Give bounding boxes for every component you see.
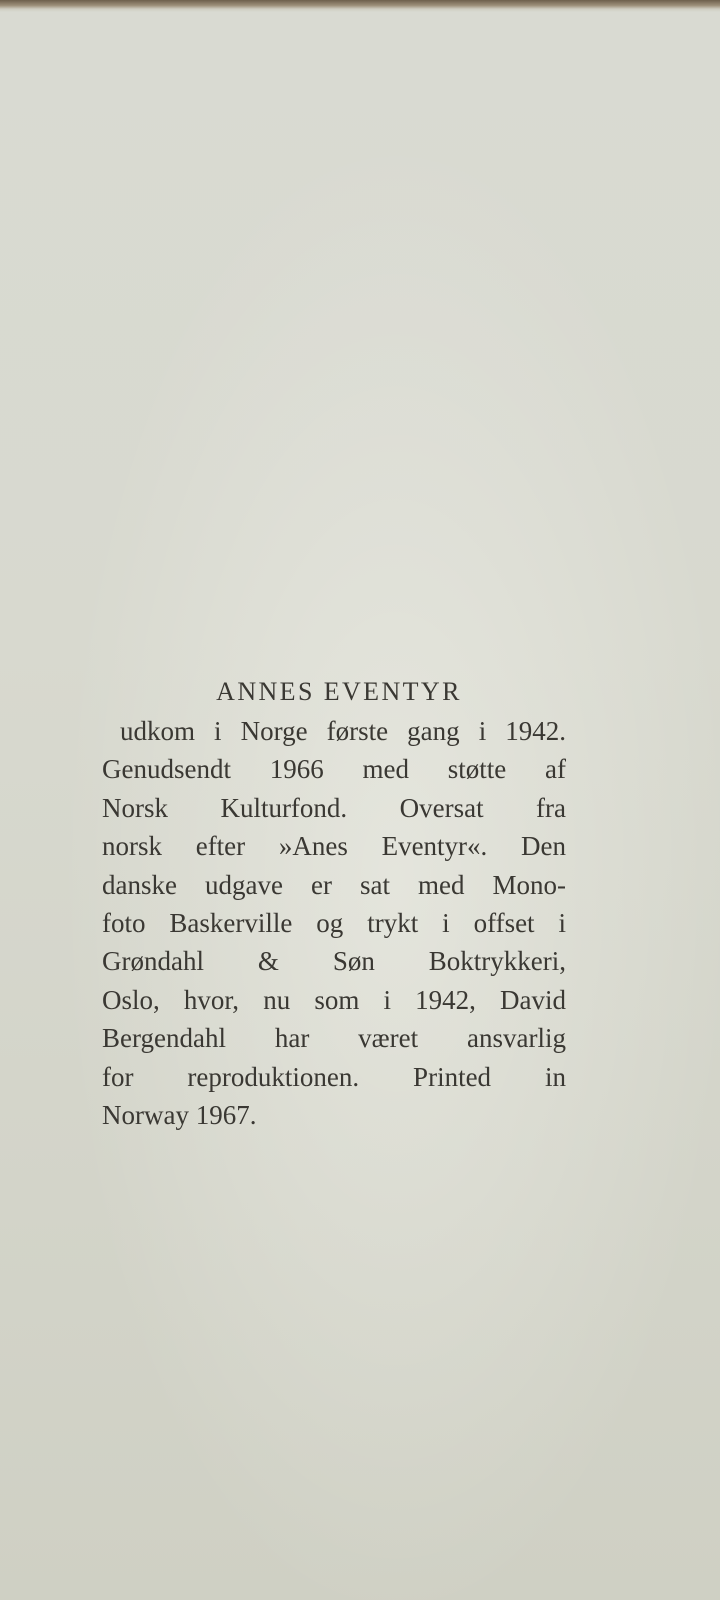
colophon-line: norsk efter »Anes Eventyr«. Den: [102, 831, 566, 862]
colophon-line: Norsk Kulturfond. Oversat fra: [102, 792, 566, 823]
colophon-line: udkom i Norge første gang i 1942.: [120, 716, 566, 746]
colophon-line: danske udgave er sat med Mono-: [102, 869, 566, 900]
page-top-edge: [0, 0, 720, 12]
colophon-line: foto Baskerville og trykt i offset i: [102, 908, 566, 939]
colophon-line: Norway 1967.: [102, 1100, 257, 1131]
colophon-line: Grøndahl & Søn Boktrykkeri,: [102, 946, 566, 977]
colophon-line: Bergendahl har været ansvarlig: [102, 1023, 566, 1054]
colophon-line: Genudsendt 1966 med støtte af: [102, 754, 566, 785]
colophon-line: for reproduktionen. Printed in: [102, 1061, 566, 1092]
colophon: [102, 672, 566, 1134]
book-title: ANNES EVENTYR: [216, 677, 462, 706]
colophon-line: Oslo, hvor, nu som i 1942, David: [102, 984, 566, 1015]
